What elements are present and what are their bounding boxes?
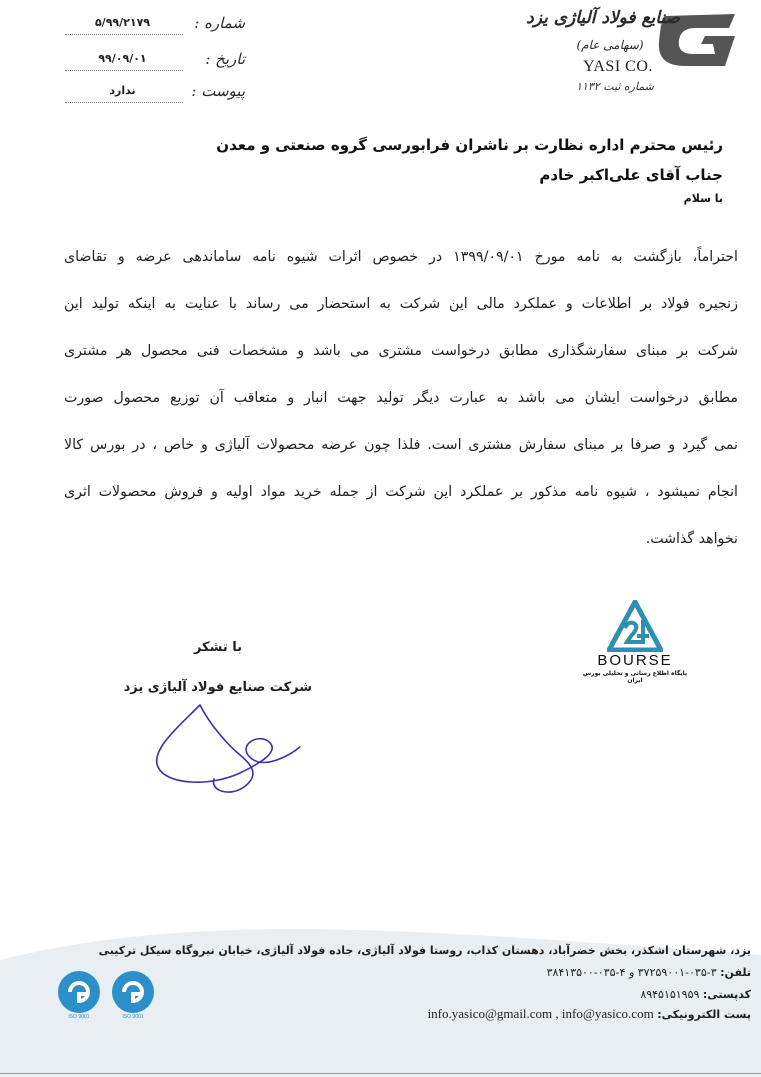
footer-address: یزد، شهرستان اشکذر، بخش خضرآباد، دهستان کذاب، روستا فولاد آلیاژی، جاده فولاد آلیاژی، خیابان نیروگاه سیکل ترکیبی <box>98 944 751 957</box>
body-line: نخواهد گذاشت. <box>645 531 738 547</box>
registration-number: شماره ثبت ۱۱۳۲ <box>576 80 654 93</box>
dotted-line <box>65 34 183 35</box>
body-line: نمی گیرد و صرفا بر مبنای سفارش مشتری است. فلذا چون عرضه محصولات آلیاژی و خاص ، در بورس کالا <box>64 437 738 453</box>
bourse-subtitle: پایگاه اطلاع رسانی و تحلیلی بورس ایران <box>582 670 688 684</box>
cert-caption: ISO 9001 <box>122 1014 144 1020</box>
signature-icon <box>140 695 310 805</box>
cert-caption: ISO 9001 <box>68 1014 90 1020</box>
recipient-block <box>163 130 723 190</box>
company-name-fa: صنایع فولاد آلیاژی یزد <box>526 8 680 28</box>
dotted-line <box>65 102 183 103</box>
closing-thanks: با تشکر <box>193 640 242 655</box>
letter-number-value: ۵/۹۹/۲۱۷۹ <box>94 16 151 29</box>
body-line: شرکت بر مبنای سفارشگذاری مطابق درخواست مشتری می باشد و مشخصات فنی محصول هر مشتری <box>64 343 738 359</box>
body-line: زنجیره فولاد بر اطلاعات و عملکرد مالی این شرکت به استحضار می رساند با عنایت به اینکه تولید این <box>64 296 738 312</box>
recipient-name: جناب آقای علی‌اکبر خادم <box>539 166 723 184</box>
recipient-title: رئیس محترم اداره نظارت بر ناشران فرابورسی گروه صنعتی و معدن <box>216 136 723 154</box>
letter-body <box>64 234 738 563</box>
bourse-stamp <box>582 600 688 684</box>
footer-email-value[interactable]: info.yasico@gmail.com , info@yasico.com <box>427 1006 654 1021</box>
salutation: با سلام <box>683 192 723 205</box>
dotted-line <box>65 70 183 71</box>
company-type: (سهامی عام) <box>576 38 644 52</box>
bottom-border <box>0 1073 761 1074</box>
footer-phone-value: ۳-۰۳۵-۳۷۲۵۹۰۰۱ و ۴-۰۳۵-۳۸۴۱۳۵۰۰ <box>546 966 717 979</box>
letter-date-value: ۹۹/۰۹/۰۱ <box>98 52 147 65</box>
letter-date-row <box>65 50 245 74</box>
footer-email-label: پست الکترونیکی: <box>657 1008 751 1021</box>
footer-postal-row <box>191 988 751 1001</box>
body-line: مطابق درخواست ایشان می باشد به عبارت دیگر تولید جهت انبار و متعاقب آن توزیع محصول صورت <box>64 390 738 406</box>
letter-number-label: شماره : <box>194 14 245 32</box>
body-line: انجام نمیشود ، شیوه نامه مذکور بر عملکرد این شرکت از جمله خرید مواد اولیه و فروش محصولات اثری <box>64 484 738 500</box>
footer-postal-value: ۸۹۴۵۱۵۱۹۵۹ <box>640 988 700 1001</box>
letter-number-row <box>65 14 245 38</box>
tuv-cert-icon <box>56 968 102 1016</box>
company-name-en: YASI CO. <box>583 58 653 75</box>
closing-company: شرکت صنایع فولاد آلیاژی یزد <box>123 680 312 695</box>
footer-phone-row <box>191 966 751 979</box>
letter-date-label: تاریخ : <box>205 50 245 68</box>
footer-postal-label: کدپستی: <box>702 988 751 1001</box>
letter-attachment-label: پیوست : <box>191 82 245 100</box>
footer-email-row <box>191 1006 751 1022</box>
footer-phone-label: تلفن: <box>720 966 751 979</box>
bourse-logo-icon <box>607 600 663 652</box>
letter-attachment-row <box>65 82 245 106</box>
bourse-word: BOURSE <box>597 652 673 669</box>
tuv-cert-icon <box>110 968 156 1016</box>
letter-attachment-value: ندارد <box>109 84 136 97</box>
body-line: احتراماً، بازگشت به نامه مورخ ۱۳۹۹/۰۹/۰۱ در خصوص اثرات شیوه نامه ساماندهی عرضه و تقاضای <box>64 249 739 265</box>
